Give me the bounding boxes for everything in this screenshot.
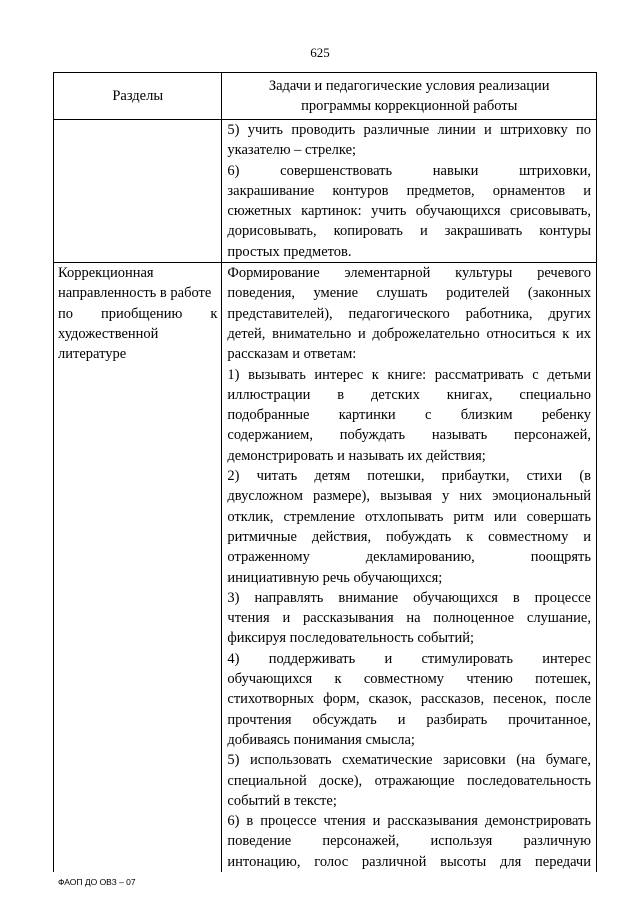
text-line: содержанием, побуждать называть персонажей, bbox=[227, 427, 591, 444]
text-line: детей, внимательно и доброжелательно относиться к их bbox=[227, 325, 591, 342]
text-line: рассказам и ответам: bbox=[227, 346, 357, 363]
text-line: иллюстрации в детских книгах, специально bbox=[227, 386, 591, 403]
text-line: интонацию, голос различной высоты для передачи bbox=[227, 853, 591, 870]
row2-section-cell bbox=[54, 263, 222, 872]
row1-tasks-cell bbox=[222, 120, 597, 263]
text-line: обучающихся к совместному чтению потешек, bbox=[227, 671, 591, 688]
text-line: представителей), педагогического работника, других bbox=[227, 305, 591, 322]
section-title-line: по приобщению к bbox=[58, 305, 218, 322]
text-line: событий в тексте; bbox=[227, 792, 337, 809]
row2-tasks-cell bbox=[222, 263, 597, 872]
text-line: специальной доске), отражающие последовательность bbox=[227, 772, 591, 789]
text-line: добиваясь понимания смысла; bbox=[227, 731, 415, 748]
text-line: поведение персонажей, используя различную bbox=[227, 833, 591, 850]
text-line: прочтения обсуждать и разбирать прочитанное, bbox=[227, 711, 591, 728]
header-sections bbox=[54, 73, 222, 120]
section-title-line: Коррекционная bbox=[58, 265, 154, 282]
text-line: 6) совершенствовать навыки штриховки, bbox=[227, 162, 591, 179]
section-title-line: литературе bbox=[58, 346, 127, 363]
text-line: 5) учить проводить различные линии и штриховку по bbox=[227, 122, 591, 138]
text-line: двусложном размере), вызывая у них эмоциональный bbox=[227, 488, 591, 505]
text-line: указателю – стрелке; bbox=[227, 142, 357, 159]
header-col2-line1: Задачи и педагогические условия реализации bbox=[268, 77, 550, 94]
header-col2-line2: программы коррекционной работы bbox=[301, 98, 518, 114]
text-line: 1) вызывать интерес к книге: рассматривать с детьми bbox=[227, 366, 591, 383]
text-line: 5) использовать схематические зарисовки (на бумаге, bbox=[227, 752, 591, 769]
header-tasks bbox=[222, 73, 597, 120]
text-line: закрашивание контуров предметов, орнаментов и bbox=[227, 182, 591, 199]
text-line: фиксируя последовательность событий; bbox=[227, 630, 475, 647]
text-line: чтения и рассказывания на полноценное слушание, bbox=[227, 610, 591, 627]
table-row bbox=[54, 263, 597, 872]
text-line: 3) направлять внимание обучающихся в процессе bbox=[227, 589, 591, 606]
header-col1-text: Разделы bbox=[112, 87, 164, 104]
text-line: ритмичные действия, побуждать к совместному и bbox=[227, 528, 591, 545]
text-line: инициативную речь обучающихся; bbox=[227, 569, 443, 586]
text-line: стихотворных форм, сказок, рассказов, песенок, после bbox=[227, 691, 591, 708]
text-line: 2) читать детям потешки, прибаутки, стихи (в bbox=[227, 468, 591, 485]
text-line: отклик, стремление отхлопывать ритм или совершать bbox=[227, 508, 591, 525]
row1-section-cell bbox=[54, 120, 222, 263]
text-line: 6) в процессе чтения и рассказывания демонстрировать bbox=[227, 813, 591, 830]
page-number: 625 bbox=[310, 45, 330, 60]
text-line: подобранные картинки с близким ребенку bbox=[227, 407, 591, 424]
section-title-line: направленность в работе bbox=[58, 285, 212, 302]
text-line: демонстрировать и называть их действия; bbox=[227, 447, 486, 464]
section-title-line: художественной bbox=[58, 325, 159, 342]
table-row bbox=[54, 120, 597, 263]
text-line: поведения, умение слушать родителей (законных bbox=[227, 285, 591, 302]
table-header-row bbox=[54, 73, 597, 120]
text-line: Формирование элементарной культуры речевого bbox=[227, 265, 591, 282]
text-line: 4) поддерживать и стимулировать интерес bbox=[227, 650, 591, 667]
text-line: дорисовывать, копировать и закрашивать контуры bbox=[227, 223, 591, 240]
text-line: отраженному декламированию, поощрять bbox=[227, 549, 591, 566]
text-line: простых предметов. bbox=[227, 243, 352, 260]
document-footer: ФАОП ДО ОВЗ – 07 bbox=[58, 877, 136, 887]
text-line: сюжетных картинок: учить обучающихся срисовывать, bbox=[227, 203, 591, 220]
content-table bbox=[53, 72, 597, 872]
